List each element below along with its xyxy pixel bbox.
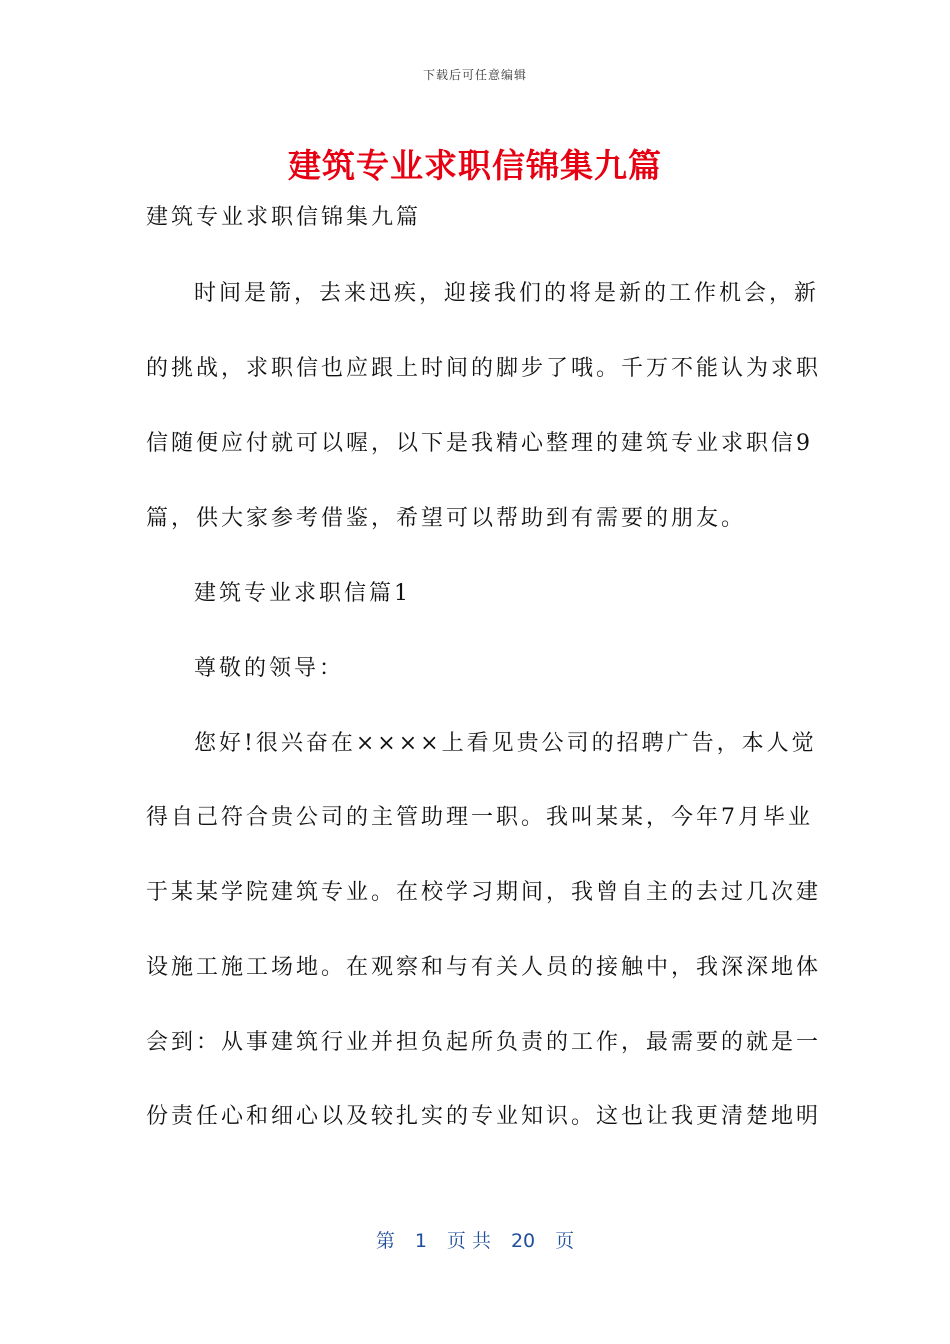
section-heading: 建筑专业求职信篇1 xyxy=(194,581,411,606)
footer-middle: 页 共 xyxy=(446,1230,491,1252)
footer-total-pages: 20 xyxy=(510,1230,536,1252)
subtitle-line: 建筑专业求职信锦集九篇 xyxy=(146,205,422,230)
paragraph-line: 的挑战，求职信也应跟上时间的脚步了哦。千万不能认为求职 xyxy=(146,356,822,381)
document-title: 建筑专业求职信锦集九篇 xyxy=(288,146,662,185)
paragraph-line: 会到：从事建筑行业并担负起所负责的工作，最需要的就是一 xyxy=(146,1030,822,1055)
paragraph-line: 时间是箭，去来迅疾，迎接我们的将是新的工作机会，新 xyxy=(194,281,820,306)
paragraph-line: 篇，供大家参考借鉴，希望可以帮助到有需要的朋友。 xyxy=(146,506,747,531)
page-footer xyxy=(0,1226,950,1253)
footer-page-number: 1 xyxy=(414,1230,427,1252)
paragraph-line: 于某某学院建筑专业。在校学习期间，我曾自主的去过几次建 xyxy=(146,880,822,905)
paragraph-line: 您好!很兴奋在××××上看见贵公司的招聘广告，本人觉 xyxy=(194,731,817,756)
paragraph-line: 份责任心和细心以及较扎实的专业知识。这也让我更清楚地明 xyxy=(146,1104,822,1129)
salutation-line: 尊敬的领导： xyxy=(194,656,345,681)
paragraph-line: 得自己符合贵公司的主管助理一职。我叫某某，今年7月毕业 xyxy=(146,805,813,830)
paragraph-line: 信随便应付就可以喔，以下是我精心整理的建筑专业求职信9 xyxy=(146,431,813,456)
header-note: 下载后可任意编辑 xyxy=(422,68,527,82)
footer-prefix: 第 xyxy=(375,1230,395,1252)
footer-suffix: 页 xyxy=(555,1230,575,1252)
paragraph-line: 设施工施工场地。在观察和与有关人员的接触中，我深深地体 xyxy=(146,955,822,980)
